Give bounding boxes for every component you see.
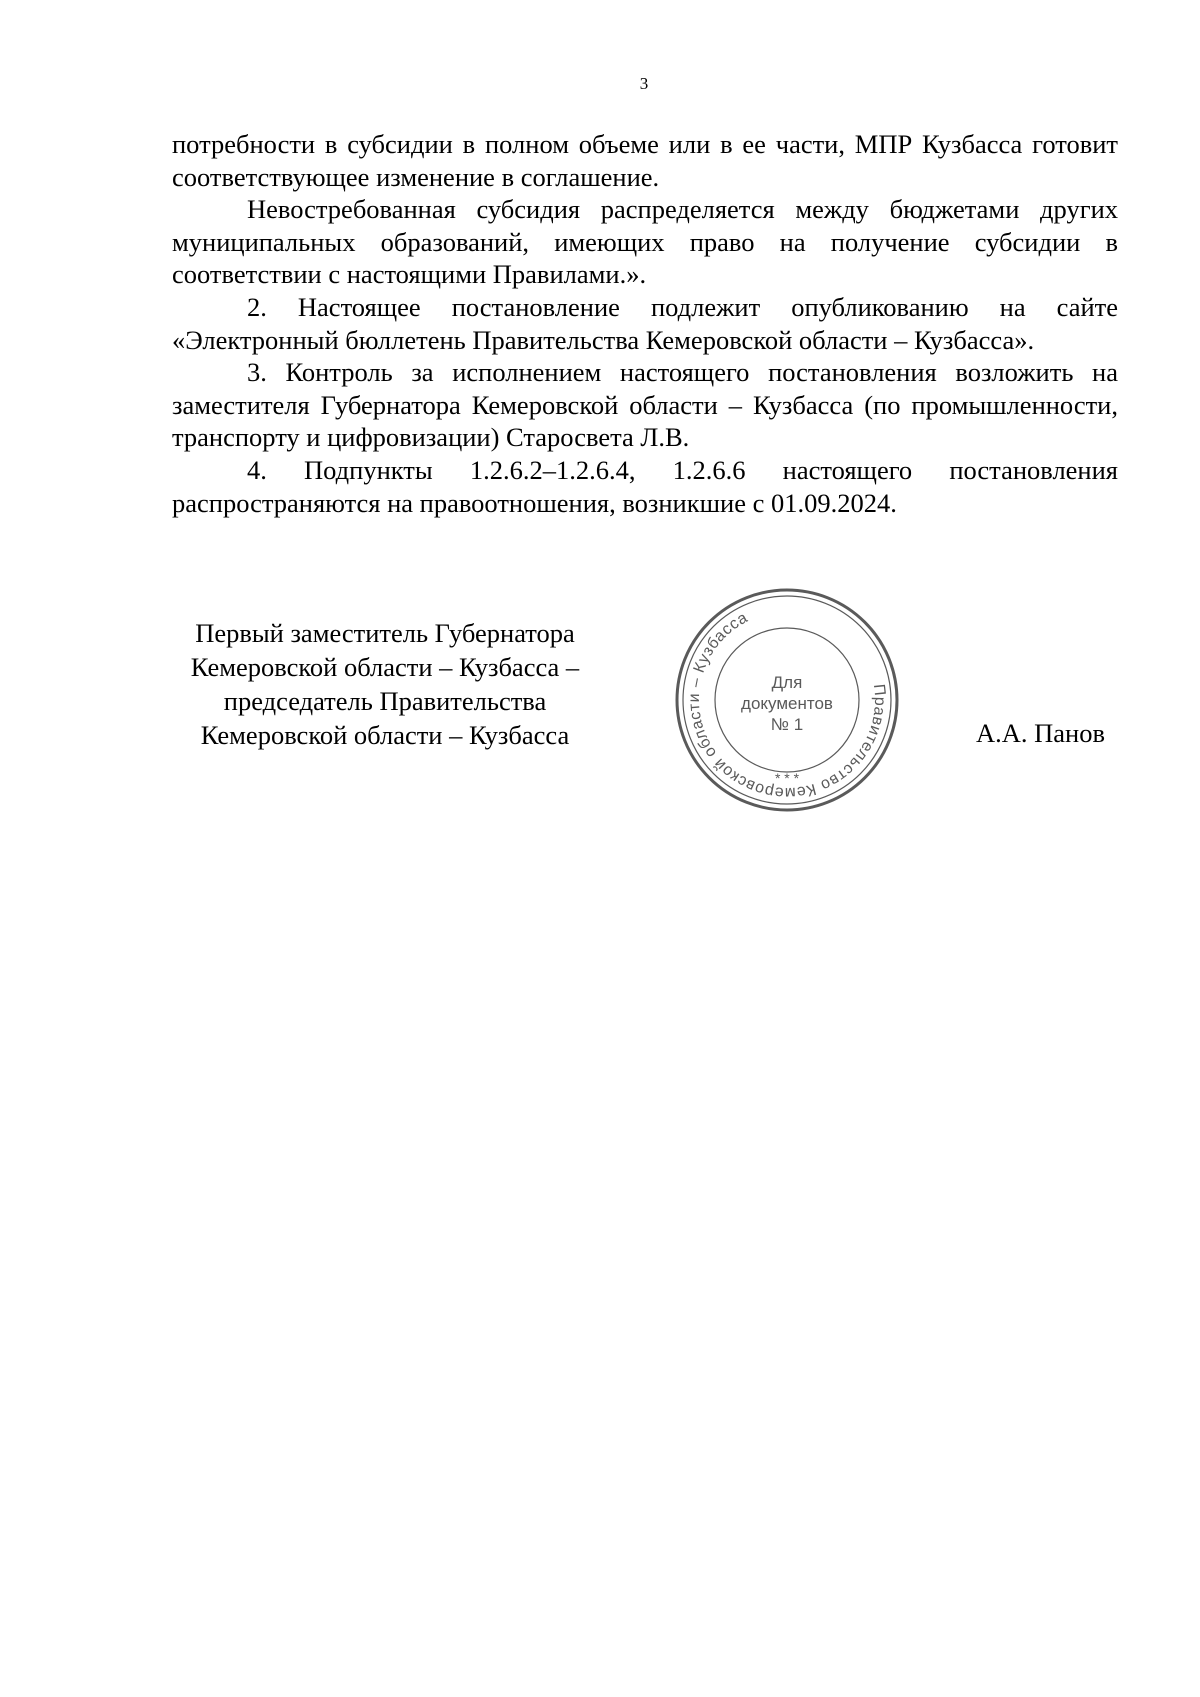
signature-position-line: Кемеровской области – Кузбасса — [200, 720, 570, 750]
signature-position-line: председатель Правительства — [223, 686, 547, 716]
signature-position-line: Первый заместитель Губернатора — [195, 618, 575, 648]
paragraph-item-3: 3. Контроль за исполнением настоящего постановления возложить на заместителя Губернатора Кемеровской области – Кузбасса (по промышленности, транспорту и цифровизации) Старосвета Л.В. — [172, 357, 1118, 453]
seal-center-line: документов — [741, 694, 833, 713]
paragraph-item-2: 2. Настоящее постановление подлежит опубликованию на сайте «Электронный бюллетень Правительства Кемеровской области – Кузбасса». — [172, 291, 1118, 355]
document-body — [172, 128, 1118, 519]
signature-position-line: Кемеровской области – Кузбасса – — [190, 652, 580, 682]
official-seal-stamp — [672, 585, 902, 815]
signer-name: А.А. Панов — [976, 718, 1105, 748]
paragraph-unclaimed-subsidy: Невостребованная субсидия распределяется между бюджетами других муниципальных образований, имеющих право на получение субсидии в соответствии с настоящими Правилами.». — [172, 194, 1118, 290]
seal-center-line: № 1 — [770, 715, 804, 734]
signature-position — [170, 616, 600, 752]
paragraph-item-4: 4. Подпункты 1.2.6.2–1.2.6.4, 1.2.6.6 настоящего постановления распространяются на правоотношения, возникшие с 01.09.2024. — [172, 454, 1118, 518]
seal-ornament-stars: * * * — [774, 770, 800, 786]
seal-center-line: Для — [771, 673, 803, 692]
seal-graphic — [672, 585, 902, 815]
seal-ring-text: Правительство Кемеровской области – Кузбасса — [685, 609, 889, 802]
paragraph-continuation: потребности в субсидии в полном объеме или в ее части, МПР Кузбасса готовит соответствующее изменение в соглашение. — [172, 129, 1118, 192]
page-number: 3 — [639, 74, 649, 93]
